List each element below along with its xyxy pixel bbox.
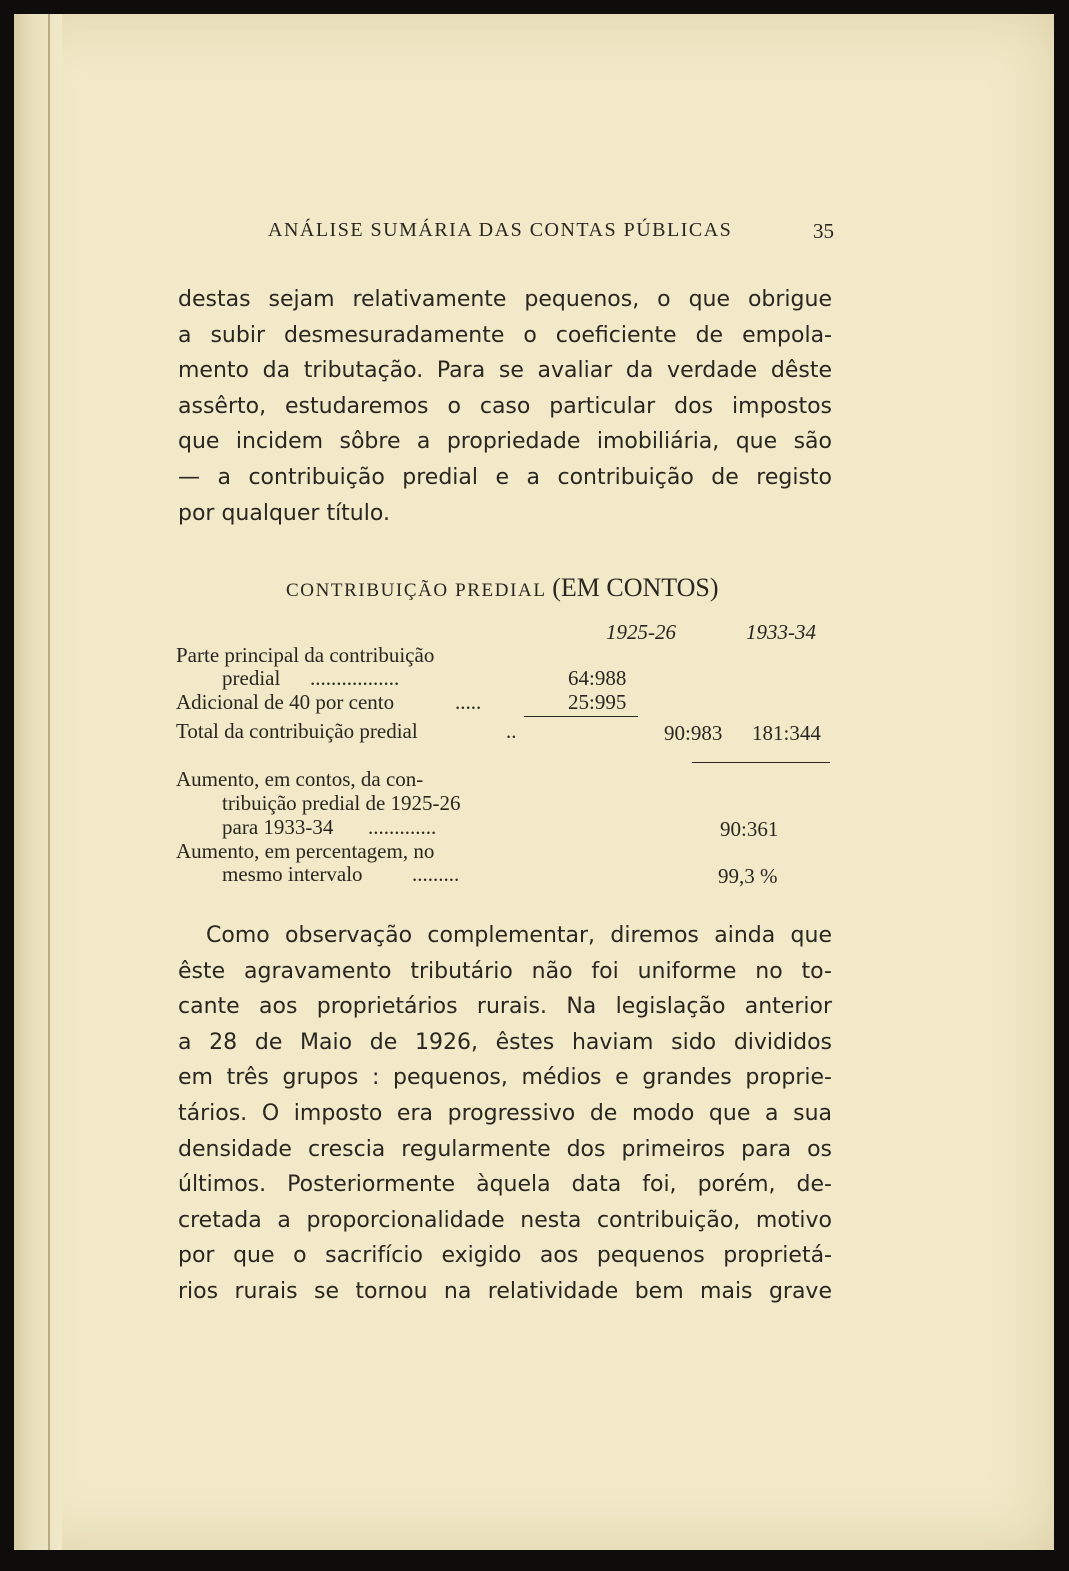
paragraph-1-line: destas sejam relativamente pequenos, o que obrigue — [178, 287, 832, 312]
paragraph-1-line: mento da tributação. Para se avaliar da verdade dêste — [178, 358, 832, 384]
paragraph-2-line: densidade crescia regularmente dos primeiros para os — [178, 1136, 832, 1162]
paragraph-2-line: a 28 de Maio de 1926, êstes haviam sido divididos — [178, 1029, 832, 1055]
row3-dots: .. — [506, 719, 517, 743]
paragraph-1 — [178, 282, 832, 531]
row4-label-c: para 1933-34 — [222, 815, 334, 839]
row1-label-a: Parte principal da contribuição — [176, 643, 435, 667]
row2-dots: ..... — [455, 690, 482, 714]
page-edge — [14, 14, 62, 1550]
paragraph-1-line: a subir desmesuradamente o coeficiente de empola- — [178, 322, 832, 348]
paragraph-2-line: por que o sacrifício exigido aos pequenos proprietá- — [178, 1243, 832, 1269]
row5-label-a: Aumento, em percentagem, no — [176, 839, 435, 863]
row1-dots: ................. — [310, 666, 400, 690]
paragraph-1-line: assêrto, estudaremos o caso particular dos impostos — [178, 393, 832, 419]
paragraph-2-line: em três grupos : pequenos, médios e grandes proprie- — [178, 1065, 832, 1091]
paragraph-2-line: cretada a proporcionalidade nesta contribuição, motivo — [178, 1207, 832, 1233]
row3-value-1933-34: 181:344 — [752, 721, 821, 745]
row5-dots: ......... — [412, 862, 460, 886]
row4-dots: ............. — [368, 815, 437, 839]
running-head-title: ANÁLISE SUMÁRIA DAS CONTAS PÚBLICAS — [268, 219, 733, 241]
row2-value: 25:995 — [568, 690, 627, 714]
page-number: 35 — [813, 219, 834, 243]
table-title-unit: (EM CONTOS) — [552, 573, 719, 602]
row4-label-b: tribuição predial de 1925-26 — [222, 791, 461, 815]
paragraph-2-line: tários. O imposto era progressivo de modo que a sua — [178, 1100, 832, 1126]
row2-label: Adicional de 40 por cento — [176, 690, 395, 714]
row4-label-a: Aumento, em contos, da con- — [176, 767, 424, 791]
row4-value: 90:361 — [720, 817, 779, 841]
col-header-1933-34: 1933-34 — [746, 620, 816, 644]
table-title-main: CONTRIBUIÇÃO PREDIAL — [286, 580, 546, 601]
paragraph-1-line: — a contribuição predial e a contribuição de registo — [178, 464, 832, 490]
col-header-1925-26: 1925-26 — [606, 620, 676, 644]
paragraph-2-line: êste agravamento tributário não foi uniforme no to- — [178, 958, 832, 984]
table-title — [286, 573, 719, 603]
paragraph-2-line: rios rurais se tornou na relatividade bem mais grave — [178, 1278, 832, 1304]
paragraph-2-line: últimos. Posteriormente àquela data foi, porém, de- — [178, 1172, 832, 1198]
row3-label: Total da contribuição predial — [176, 719, 418, 743]
row5-value: 99,3 % — [718, 864, 778, 888]
spine-line — [48, 14, 50, 1550]
row1-value: 64:988 — [568, 666, 627, 690]
book-page — [14, 14, 1054, 1550]
row1-label-b: predial — [222, 666, 281, 690]
row3-value-1925-26: 90:983 — [664, 721, 723, 745]
paragraph-2-line: cante aos proprietários rurais. Na legislação anterior — [178, 994, 832, 1020]
row5-label-b: mesmo intervalo — [222, 862, 363, 886]
paragraph-1-line: por qualquer título. — [178, 500, 390, 526]
paragraph-2-line: Como observação complementar, diremos ainda que — [206, 923, 832, 948]
paragraph-1-line: que incidem sôbre a propriedade imobiliária, que são — [178, 429, 832, 455]
paragraph-2 — [178, 918, 832, 1310]
